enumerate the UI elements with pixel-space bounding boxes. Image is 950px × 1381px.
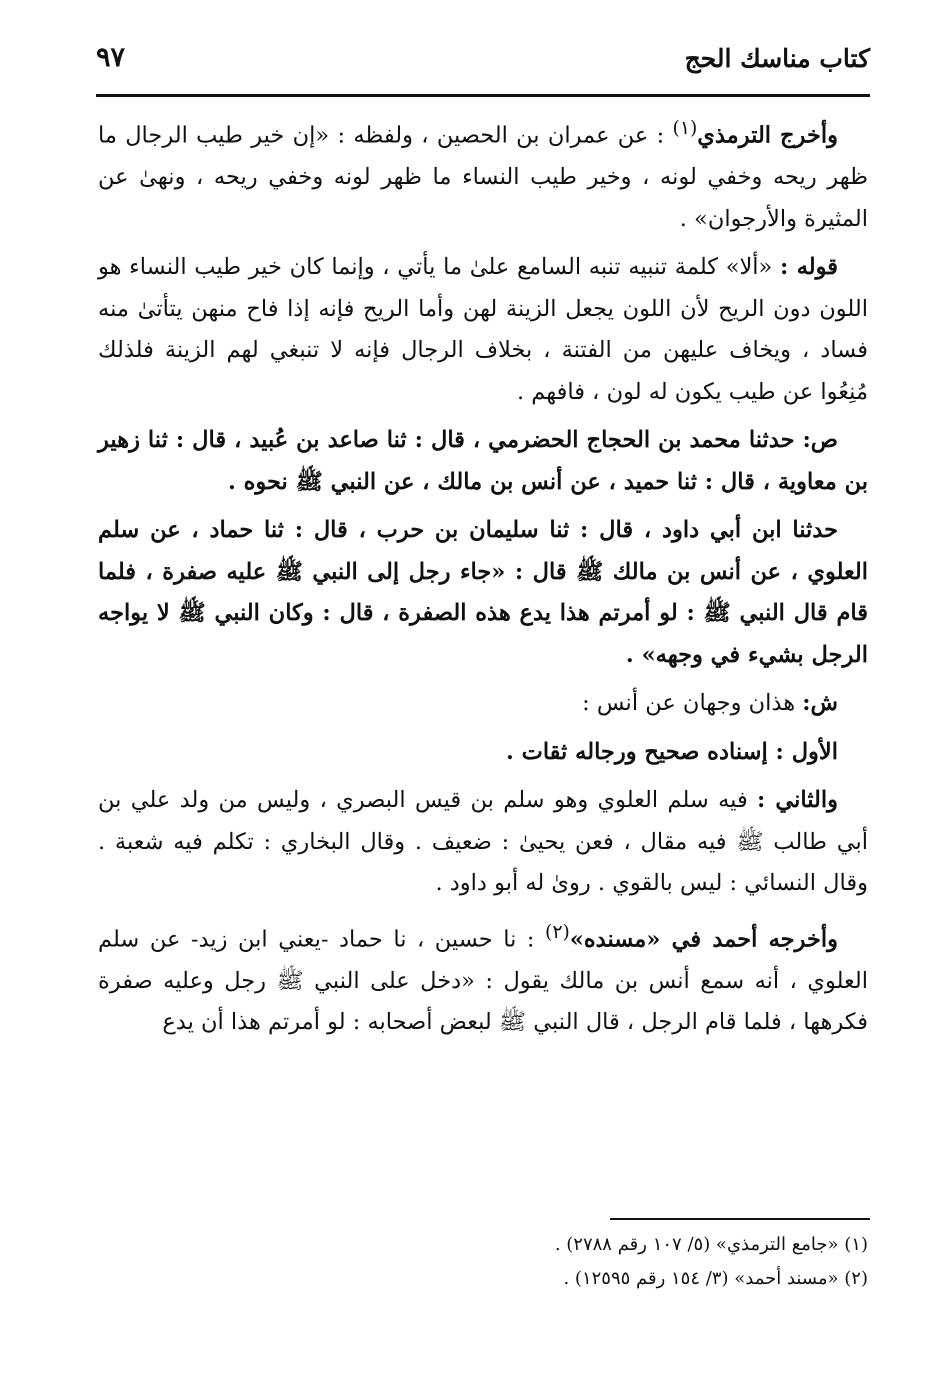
paragraph-first-chain: الأول : إسناده صحيح ورجاله ثقات . [505, 738, 838, 765]
paragraph-ahmad [98, 912, 868, 1044]
footnote-rule [610, 1218, 870, 1220]
footnotes [98, 1228, 868, 1296]
paragraph-second-chain [98, 780, 868, 905]
footnote-2: (٢) «مسند أحمد» (٣/ ١٥٤ رقم ١٢٥٩٥) . [563, 1268, 868, 1289]
paragraph-lead: قوله : [780, 254, 838, 280]
paragraph-body: : عن عمران بن الحصين ، ولفظه : «إن خير طيب الرجال ما ظهر ريحه وخفي لونه ، وخير طيب النساء ما ظهر لونه وخفي ريحه ، ونهىٰ عن المثيرة والأرجوان» . [98, 122, 868, 232]
footnote-1: (١) «جامع الترمذي» (٥/ ١٠٧ رقم ٢٧٨٨) . [554, 1234, 868, 1255]
page-header [96, 38, 870, 88]
paragraph-lead: وأخرج الترمذي [697, 122, 838, 149]
paragraph-lead: ش: [802, 690, 838, 716]
paragraph-body: هذان وجهان عن أنس : [582, 690, 803, 716]
paragraph-commentary [98, 247, 868, 413]
book-title: كتاب مناسك الحج [684, 44, 870, 73]
paragraph-hadith-1: ص: حدثنا محمد بن الحجاج الحضرمي ، قال : ثنا صاعد بن عُبيد ، قال : ثنا زهير بن معاوية ، قال : ثنا حميد ، عن أنس بن مالك ، عن النبي ﷺ نحوه . [98, 427, 868, 495]
header-rule [96, 94, 870, 97]
paragraph-hadith-2: حدثنا ابن أبي داود ، قال : ثنا سليمان بن حرب ، قال : ثنا حماد ، عن سلم العلوي ، عن أنس بن مالك ﷺ قال : «جاء رجل إلى النبي ﷺ عليه صفرة ، فلما قام قال النبي ﷺ : لو أمرتم هذا يدع هذه الصفرة ، قال : وكان النبي ﷺ لا يواجه الرجل بشيء في وجهه» . [98, 517, 868, 668]
page-number: ٩٧ [96, 42, 126, 73]
paragraph-lead: والثاني : [757, 787, 838, 813]
footnote-ref-1: (١) [672, 118, 698, 139]
paragraph-body: : نا حسين ، نا حماد -يعني ابن زيد- عن سلم العلوي ، أنه سمع أنس بن مالك يقول : «دخل على النبي ﷺ رجل وعليه صفرة فكرهها ، فلما قام الرجل ، قال النبي ﷺ لبعض أصحابه : لو أمرتم هذا أن يدع [98, 926, 868, 1035]
paragraph-lead: وأخرجه أحمد في «مسنده» [569, 926, 838, 952]
paragraph-tirmidhi [98, 108, 868, 240]
paragraph-body: فيه سلم العلوي وهو سلم بن قيس البصري ، وليس من ولد علي بن أبي طالب ﷺ فيه مقال ، فعن يحيىٰ : ضعيف . وقال البخاري : تكلم فيه شعبة . وقال النسائي : ليس بالقوي . روىٰ له أبو داود . [98, 787, 868, 896]
main-text [98, 108, 868, 1051]
paragraph-sharh [98, 683, 868, 725]
paragraph-body: «ألا» كلمة تنبيه تنبه السامع علىٰ ما يأتي ، وإنما كان خير طيب النساء هو اللون دون الريح لأن اللون يجعل الزينة لهن وأما الريح فإنه إذا فاح منهن يتأتىٰ منه فساد ، ويخاف عليهن من الفتنة ، بخلاف الرجال فإنه لا تنبغي لهم الزينة فلذلك مُنِعُوا عن طيب يكون له لون ، فافهم . [98, 254, 868, 405]
footnote-ref-2: (٢) [545, 921, 570, 943]
